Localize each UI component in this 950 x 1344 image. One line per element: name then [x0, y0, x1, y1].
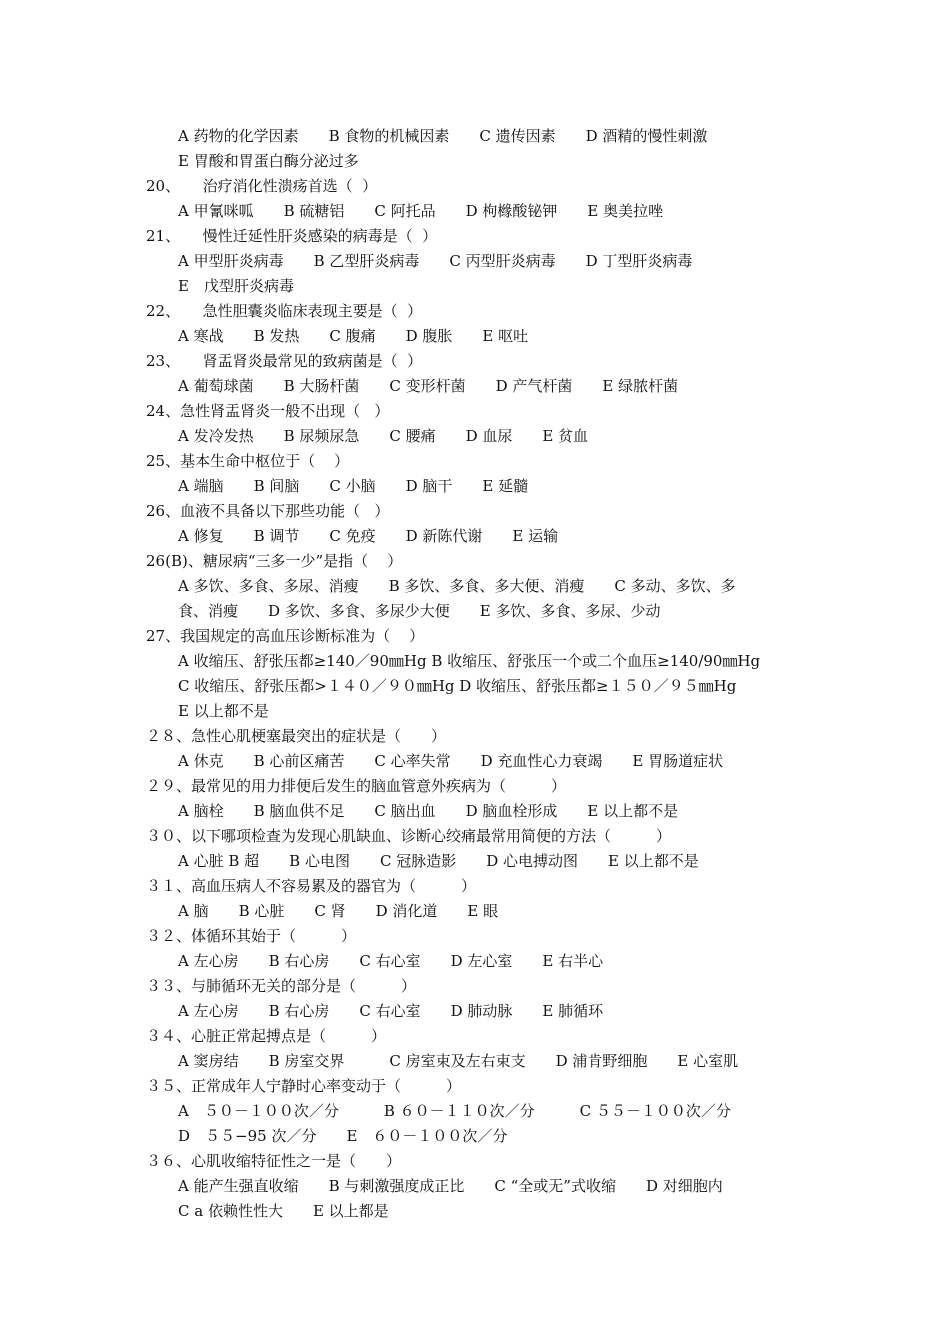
option-line-continued: 食、消瘦 D 多饮、多食、多尿少大便 E 多饮、多食、多尿、少动 — [178, 602, 661, 620]
question-line: 22、 急性胆囊炎临床表现主要是（ ） — [146, 302, 423, 320]
question-line: 25、基本生命中枢位于（ ） — [146, 452, 350, 470]
question-line: 21、 慢性迁延性肝炎感染的病毒是（ ） — [146, 227, 438, 245]
option-line: A 左心房 B 右心房 C 右心室 D 左心室 E 右半心 — [178, 952, 604, 970]
option-line: A 药物的化学因素 B 食物的机械因素 C 遗传因素 D 酒精的慢性刺激 — [178, 127, 708, 145]
question-line: ３１、高血压病人不容易累及的器官为（ ） — [146, 877, 477, 895]
question-line: ３３、与肺循环无关的部分是（ ） — [146, 977, 417, 995]
option-line: E 胃酸和胃蛋白酶分泌过多 — [178, 152, 359, 170]
question-line: 26、血液不具备以下那些功能（ ） — [146, 502, 390, 520]
option-line: A 脑 B 心脏 C 肾 D 消化道 E 眼 — [178, 902, 499, 920]
question-line: ３０、以下哪项检查为发现心肌缺血、诊断心绞痛最常用简便的方法（ ） — [146, 827, 672, 845]
question-line: ３６、心肌收缩特征性之一是（ ） — [146, 1152, 402, 1170]
option-line: A 葡萄球菌 B 大肠杆菌 C 变形杆菌 D 产气杆菌 E 绿脓杆菌 — [178, 377, 679, 395]
option-line: A 发冷发热 B 尿频尿急 C 腰痛 D 血尿 E 贫血 — [178, 427, 589, 445]
question-line: 27、我国规定的高血压诊断标准为（ ） — [146, 627, 425, 645]
question-line: ３２、体循环其始于（ ） — [146, 927, 357, 945]
option-line: A 甲氰咪呱 B 硫糖铝 C 阿托品 D 枸橼酸铋钾 E 奥美拉唑 — [178, 202, 664, 220]
option-line: C a 依赖性性大 E 以上都是 — [178, 1202, 389, 1220]
question-line: 26(B)、糖尿病“三多一少”是指（ ） — [146, 552, 403, 570]
option-line: A 甲型肝炎病毒 B 乙型肝炎病毒 C 丙型肝炎病毒 D 丁型肝炎病毒 — [178, 252, 693, 270]
option-line: A 能产生强直收缩 B 与刺激强度成正比 C “全或无”式收缩 D 对细胞内 — [178, 1177, 723, 1195]
question-line: ３５、正常成年人宁静时心率变动于（ ） — [146, 1077, 462, 1095]
question-line: ３４、心脏正常起搏点是（ ） — [146, 1027, 387, 1045]
question-line: 23、 肾盂肾炎最常见的致病菌是（ ） — [146, 352, 423, 370]
option-line: A 收缩压、舒张压都≥140／90㎜Hg B 收缩压、舒张压一个或二个血压≥140/90㎜Hg — [178, 652, 761, 670]
option-line: A 脑栓 B 脑血供不足 C 脑出血 D 脑血栓形成 E 以上都不是 — [178, 802, 679, 820]
option-line: A 修复 B 调节 C 免疫 D 新陈代谢 E 运输 — [178, 527, 559, 545]
question-line: ２９、最常见的用力排便后发生的脑血管意外疾病为（ ） — [146, 777, 567, 795]
question-line: 24、急性肾盂肾炎一般不出现（ ） — [146, 402, 390, 420]
option-line: C 收缩压、舒张压都>１４０／９０㎜Hg D 收缩压、舒张压都≥１５０／９５㎜Hg — [178, 677, 737, 695]
option-line: A ５０－１００次／分 B ６０－１１０次／分 C ５５－１００次／分 — [178, 1102, 731, 1120]
option-line: A 休克 B 心前区痛苦 C 心率失常 D 充血性心力衰竭 E 胃肠道症状 — [178, 752, 724, 770]
option-line: A 窦房结 B 房室交界 C 房室束及左右束支 D 浦肯野细胞 E 心室肌 — [178, 1052, 739, 1070]
option-line: E 以上都不是 — [178, 702, 269, 720]
option-line: A 多饮、多食、多尿、消瘦 B 多饮、多食、多大便、消瘦 C 多动、多饮、多 — [178, 577, 736, 595]
option-line: E 戊型肝炎病毒 — [178, 277, 294, 295]
option-line: D ５５−95 次／分 E ６０－１００次／分 — [178, 1127, 508, 1145]
option-line: A 寒战 B 发热 C 腹痛 D 腹胀 E 呕吐 — [178, 327, 529, 345]
option-line: A 左心房 B 右心房 C 右心室 D 肺动脉 E 肺循环 — [178, 1002, 604, 1020]
option-line: A 心脏 B 超 B 心电图 C 冠脉造影 D 心电搏动图 E 以上都不是 — [178, 852, 699, 870]
question-line: ２８、急性心肌梗塞最突出的症状是（ ） — [146, 727, 447, 745]
question-line: 20、 治疗消化性溃疡首选（ ） — [146, 177, 378, 195]
option-line: A 端脑 B 间脑 C 小脑 D 脑干 E 延髓 — [178, 477, 529, 495]
